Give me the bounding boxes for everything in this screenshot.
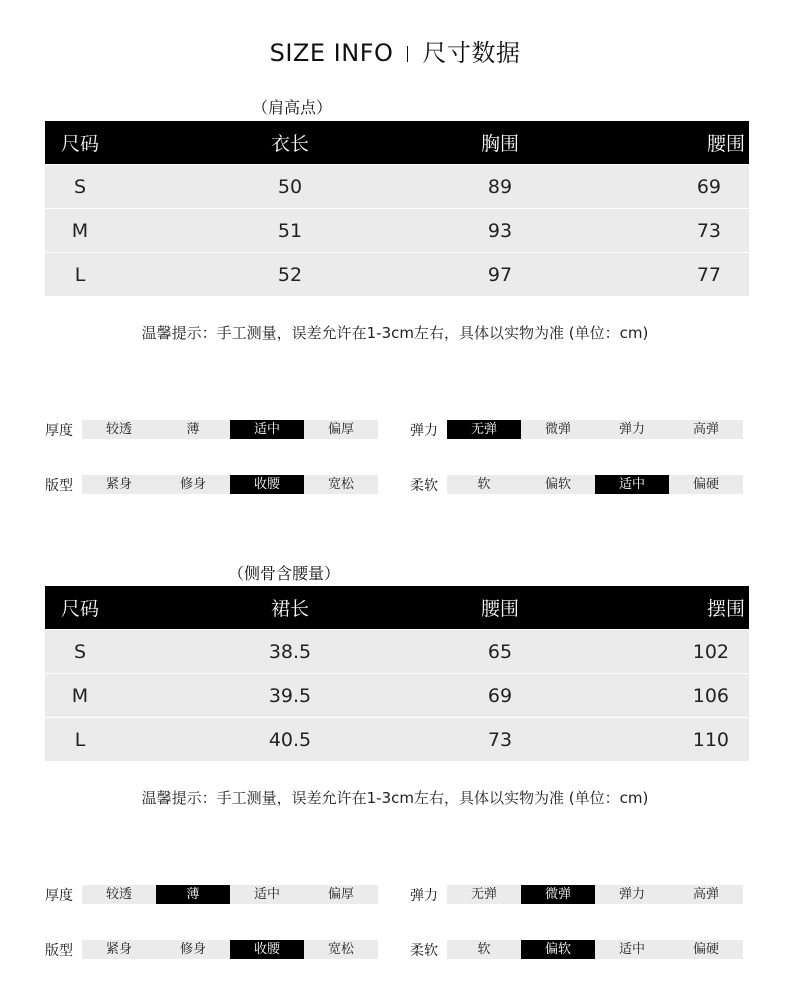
attribute-label: 厚度 <box>45 422 73 439</box>
table-cell: M <box>45 209 115 253</box>
attribute-option: 修身 <box>179 477 206 492</box>
table-row <box>45 165 749 209</box>
attribute-option: 较透 <box>105 887 132 902</box>
size-table <box>45 121 749 296</box>
table-header-row <box>45 121 749 165</box>
attribute-option: 弹力 <box>618 422 645 437</box>
attribute-label: 弹力 <box>410 422 438 439</box>
title-chinese: 尺寸数据 <box>422 39 521 67</box>
attribute-options <box>447 475 743 494</box>
size-table <box>45 586 749 761</box>
attribute-options <box>447 420 743 439</box>
attribute-label: 版型 <box>45 477 73 494</box>
attribute-option: 修身 <box>179 942 206 957</box>
attribute-option: 较透 <box>105 422 132 437</box>
header-cell: 裙长 <box>115 586 465 630</box>
measurement-tip: 温馨提示：手工测量，误差允许在1-3cm左右，具体以实物为准 (单位：cm) <box>141 324 649 342</box>
attribute-label: 厚度 <box>45 887 73 904</box>
attribute-option: 高弹 <box>692 422 719 437</box>
attribute-option-selected: 收腰 <box>230 475 304 494</box>
table-cell: 110 <box>535 718 749 762</box>
attribute-option: 偏硬 <box>692 477 719 492</box>
header-cell: 腰围 <box>535 121 749 165</box>
attribute-options <box>82 885 378 904</box>
header-cell: 摆围 <box>535 586 749 630</box>
attribute-option-selected: 收腰 <box>230 940 304 959</box>
attribute-softness <box>410 475 743 494</box>
table-cell: 77 <box>535 253 749 297</box>
table-cell: 73 <box>535 209 749 253</box>
header-cell: 尺码 <box>45 121 115 165</box>
attribute-label: 柔软 <box>410 477 438 494</box>
table-cell: 40.5 <box>115 718 465 762</box>
table-cell: L <box>45 718 115 762</box>
attribute-fit <box>45 940 378 959</box>
attribute-option: 适中 <box>253 887 280 902</box>
table-cell: 39.5 <box>115 674 465 718</box>
measure-note: （侧骨含腰量） <box>228 564 341 583</box>
table-cell: S <box>45 165 115 209</box>
table-row <box>45 674 749 718</box>
attribute-thickness <box>45 885 378 904</box>
attribute-option: 紧身 <box>105 477 132 492</box>
attribute-option: 弹力 <box>618 887 645 902</box>
attribute-option: 薄 <box>186 422 200 437</box>
attribute-option: 紧身 <box>105 942 132 957</box>
table-cell: 51 <box>115 209 465 253</box>
table-row <box>45 253 749 297</box>
attribute-options <box>447 940 743 959</box>
table-row <box>45 718 749 762</box>
table-cell: 50 <box>115 165 465 209</box>
table-row <box>45 630 749 674</box>
table-header-row <box>45 586 749 630</box>
table-cell: 69 <box>535 165 749 209</box>
attribute-option-selected: 薄 <box>156 885 230 904</box>
attribute-option-selected: 偏软 <box>521 940 595 959</box>
attribute-option: 微弹 <box>544 422 571 437</box>
attribute-option: 宽松 <box>327 477 354 492</box>
attribute-option: 适中 <box>618 942 645 957</box>
attribute-option: 无弹 <box>470 887 497 902</box>
page-title <box>0 36 790 70</box>
attribute-option-selected: 适中 <box>230 420 304 439</box>
attribute-option: 偏硬 <box>692 942 719 957</box>
attribute-option: 偏厚 <box>327 422 354 437</box>
attribute-options <box>82 475 378 494</box>
attribute-option: 软 <box>477 477 491 492</box>
attribute-option-selected: 无弹 <box>447 420 521 439</box>
attribute-option: 偏软 <box>544 477 571 492</box>
attribute-elasticity <box>410 885 743 904</box>
table-cell: 97 <box>465 253 535 297</box>
header-cell: 腰围 <box>465 586 535 630</box>
attribute-label: 版型 <box>45 942 73 959</box>
attribute-option-selected: 微弹 <box>521 885 595 904</box>
header-cell: 胸围 <box>465 121 535 165</box>
attribute-softness <box>410 940 743 959</box>
attribute-label: 弹力 <box>410 887 438 904</box>
attribute-option: 高弹 <box>692 887 719 902</box>
attribute-option: 偏厚 <box>327 887 354 902</box>
attribute-option-selected: 适中 <box>595 475 669 494</box>
table-cell: 52 <box>115 253 465 297</box>
title-english: SIZE INFO <box>269 39 394 67</box>
attribute-fit <box>45 475 378 494</box>
table-cell: 102 <box>535 630 749 674</box>
table-row <box>45 209 749 253</box>
table-cell: S <box>45 630 115 674</box>
attribute-thickness <box>45 420 378 439</box>
table-cell: 89 <box>465 165 535 209</box>
table-cell: 38.5 <box>115 630 465 674</box>
table-cell: 73 <box>465 718 535 762</box>
header-cell: 衣长 <box>115 121 465 165</box>
attribute-elasticity <box>410 420 743 439</box>
table-cell: 93 <box>465 209 535 253</box>
attribute-label: 柔软 <box>410 942 438 959</box>
table-cell: 106 <box>535 674 749 718</box>
table-cell: M <box>45 674 115 718</box>
table-cell: 69 <box>465 674 535 718</box>
measure-note: （肩高点） <box>252 98 333 117</box>
attribute-option: 宽松 <box>327 942 354 957</box>
attribute-options <box>82 940 378 959</box>
attribute-option: 软 <box>477 942 491 957</box>
attribute-options <box>82 420 378 439</box>
title-divider <box>407 46 408 62</box>
header-cell: 尺码 <box>45 586 115 630</box>
table-cell: 65 <box>465 630 535 674</box>
attribute-options <box>447 885 743 904</box>
measurement-tip: 温馨提示：手工测量，误差允许在1-3cm左右，具体以实物为准 (单位：cm) <box>141 789 649 807</box>
table-cell: L <box>45 253 115 297</box>
